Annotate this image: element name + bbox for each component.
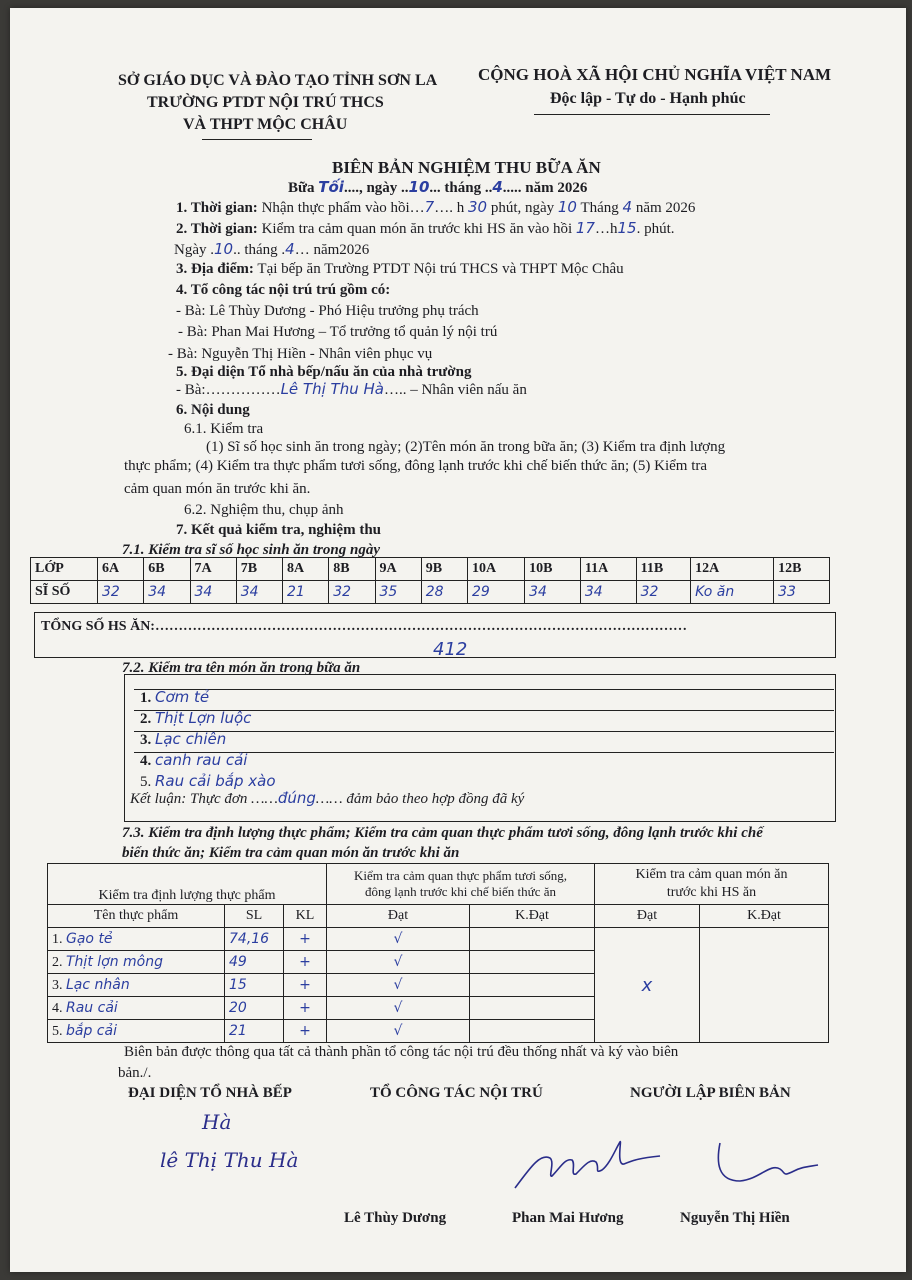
count-cell: Ko ăn [691,581,774,604]
header-rule-left [202,139,312,140]
count-cell: 34 [236,581,282,604]
food-sl: 74,16 [225,928,284,951]
class-cell: 8A [283,558,329,581]
dish-line [134,689,834,690]
meal-value: Tối [318,178,344,196]
section-7-3-line1: 7.3. Kiểm tra định lượng thực phẩm; Kiểm tra cảm quan thực phẩm tươi sống, đông lạnh trước khi chế [122,825,763,841]
count-cell: 32 [636,581,690,604]
col-sense-fail: K.Đạt [700,905,829,928]
class-cell: 12B [774,558,830,581]
count-cell: 28 [421,581,467,604]
table-row: 4. Rau cải 20 + √ [48,997,829,1020]
member-1: - Bà: Lê Thùy Dương - Phó Hiệu trưởng phụ trách [176,303,479,319]
header-ministry: SỞ GIÁO DỤC VÀ ĐÀO TẠO TỈNH SƠN LA [118,72,438,89]
menu-conclusion: Kết luận: Thực đơn ……đúng…… đảm bảo theo hợp đồng đã ký [130,789,525,807]
fresh-pass-mark: √ [327,1020,470,1043]
count-cell: 32 [98,581,144,604]
footer-line1: Biên bản được thông qua tất cả thành phần tổ công tác nội trú đều thống nhất và ký vào biên [124,1044,679,1060]
food-sl: 20 [225,997,284,1020]
col-food-name: Tên thực phẩm [48,905,225,928]
sensory-pass-mark: x [595,928,700,1043]
total-label: TỔNG SỐ HS ĂN:…………………………………………………………………………………………………… [41,619,687,634]
class-cell: 10A [468,558,525,581]
page-title: BIÊN BẢN NGHIỆM THU BỮA ĂN [332,158,601,177]
col-fresh-pass: Đạt [327,905,470,928]
header-quantity: Kiểm tra định lượng thực phẩm [48,864,327,905]
section-1: 1. Thời gian: Nhận thực phẩm vào hồi…7…. h 30 phút, ngày 10 Tháng 4 năm 2026 [176,198,696,216]
class-cell: 7A [190,558,236,581]
count-cell: 35 [375,581,421,604]
author-signature [710,1133,830,1193]
section-4-label: 4. Tổ công tác nội trú trú gồm có: [176,282,391,298]
food-sl: 21 [225,1020,284,1043]
food-kl: + [284,1020,327,1043]
dish-item: 4. canh rau cải [140,751,248,769]
sig-title-author: NGƯỜI LẬP BIÊN BẢN [630,1085,791,1101]
dish-item: 2. Thịt Lợn luộc [140,709,252,727]
count-row-label: SĨ SỐ [31,581,98,604]
count-row [31,581,830,604]
meal-line: Bữa Tối...., ngày ..10... tháng ..4..... năm 2026 [288,178,588,196]
class-cell: 7B [236,558,282,581]
class-row [31,558,830,581]
food-kl: + [284,951,327,974]
count-cell: 34 [525,581,581,604]
table-row: 3. Lạc nhân 15 + √ [48,974,829,997]
header-school-1: TRƯỜNG PTDT NỘI TRÚ THCS [147,94,384,111]
class-cell: 11B [636,558,690,581]
section-2: 2. Thời gian: Kiểm tra cảm quan món ăn trước khi HS ăn vào hồi 17…h15. phút. [176,219,675,237]
fresh-pass-mark: √ [327,928,470,951]
table-row: 5. bắp cải 21 + √ [48,1020,829,1043]
header-nation: CỘNG HOÀ XÃ HỘI CHỦ NGHĨA VIỆT NAM [478,65,832,84]
kitchen-signed-name: lê Thị Thu Hà [160,1148,299,1172]
section-6-1-line1: (1) Sĩ số học sinh ăn trong ngày; (2)Tên món ăn trong bữa ăn; (3) Kiểm tra định lượng [206,439,726,455]
fresh-pass-mark: √ [327,951,470,974]
count-cell: 33 [774,581,830,604]
section-7-3-line2: biến thức ăn; Kiểm tra cảm quan món ăn trước khi ăn [122,845,460,861]
count-cell: 34 [144,581,190,604]
dish-item: 3. Lạc chiên [140,730,227,748]
class-cell: 10B [525,558,581,581]
committee-signature [510,1128,670,1198]
class-cell: 6B [144,558,190,581]
sig-title-committee: TỔ CÔNG TÁC NỘI TRÚ [370,1085,543,1101]
section-6-1-line2: thực phẩm; (4) Kiểm tra thực phẩm tươi sống, đông lạnh trước khi chế biến thức ăn; (5) Kiểm tra [124,458,708,474]
section-6-1: 6.1. Kiểm tra [184,421,264,437]
sig-title-kitchen: ĐẠI DIỆN TỔ NHÀ BẾP [128,1085,292,1101]
table-row: 1. Gạo tẻ 74,16 + √ x [48,928,829,951]
header-fresh: Kiểm tra cảm quan thực phẩm tươi sống, đông lạnh trước khi chế biến thức ăn [327,864,595,905]
footer-line2: bản./. [118,1065,152,1081]
signer-hien: Nguyễn Thị Hiền [680,1210,790,1226]
food-kl: + [284,997,327,1020]
total-value: 412 [433,639,468,660]
class-cell: 9B [421,558,467,581]
col-fresh-fail: K.Đạt [470,905,595,928]
signer-duong: Lê Thùy Dương [344,1210,447,1226]
table-row: 2. Thịt lợn mông 49 + √ [48,951,829,974]
section-5-label: 5. Đại diện Tổ nhà bếp/nấu ăn của nhà trường [176,364,472,380]
cook-line: - Bà:……………Lê Thị Thu Hà….. – Nhân viên nấu ăn [176,380,527,398]
class-cell: 8B [329,558,375,581]
class-cell: 12A [691,558,774,581]
dish-item: 1. Cơm tẻ [140,688,210,706]
fresh-pass-mark: √ [327,974,470,997]
document-page [10,8,906,1272]
header-sensory: Kiểm tra cảm quan món ăn trước khi HS ăn [595,864,829,905]
food-sl: 15 [225,974,284,997]
count-cell: 21 [283,581,329,604]
section-7-label: 7. Kết quả kiểm tra, nghiệm thu [176,522,382,538]
fresh-pass-mark: √ [327,997,470,1020]
food-kl: + [284,974,327,997]
signer-huong: Phan Mai Hương [512,1210,624,1226]
count-cell: 29 [468,581,525,604]
header-school-2: VÀ THPT MỘC CHÂU [183,116,348,133]
count-cell: 34 [580,581,636,604]
col-sense-pass: Đạt [595,905,700,928]
food-check-table [47,863,829,1043]
section-6-label: 6. Nội dung [176,402,250,418]
section-6-2: 6.2. Nghiệm thu, chụp ảnh [184,502,344,518]
count-cell: 32 [329,581,375,604]
class-cell: 11A [580,558,636,581]
class-count-table [30,557,830,604]
member-3: - Bà: Nguyễn Thị Hiền - Nhân viên phục vụ [168,346,433,362]
header-motto: Độc lập - Tự do - Hạnh phúc [550,90,746,107]
food-sl: 49 [225,951,284,974]
total-box [34,612,836,658]
col-kl: KL [284,905,327,928]
section-3: 3. Địa điểm: Tại bếp ăn Trường PTDT Nội trú THCS và THPT Mộc Châu [176,261,624,277]
food-kl: + [284,928,327,951]
class-row-label: LỚP [31,558,98,581]
kitchen-signature: Hà [202,1110,232,1134]
cook-name: Lê Thị Thu Hà [280,380,384,398]
class-cell: 9A [375,558,421,581]
section-2-date: Ngày .10.. tháng .4… năm2026 [174,240,370,258]
count-cell: 34 [190,581,236,604]
dish-line [134,731,834,732]
class-cell: 6A [98,558,144,581]
section-7-1-label: 7.1. Kiểm tra sĩ số học sinh ăn trong ngày [122,542,380,558]
dish-item: 5. Rau cải bắp xào [140,772,276,790]
section-6-1-line3: cảm quan món ăn trước khi ăn. [124,481,311,497]
col-sl: SL [225,905,284,928]
section-7-2-label: 7.2. Kiểm tra tên món ăn trong bữa ăn [122,660,361,676]
header-rule-right [534,114,770,115]
member-2: - Bà: Phan Mai Hương – Tổ trưởng tổ quản lý nội trú [178,324,498,340]
